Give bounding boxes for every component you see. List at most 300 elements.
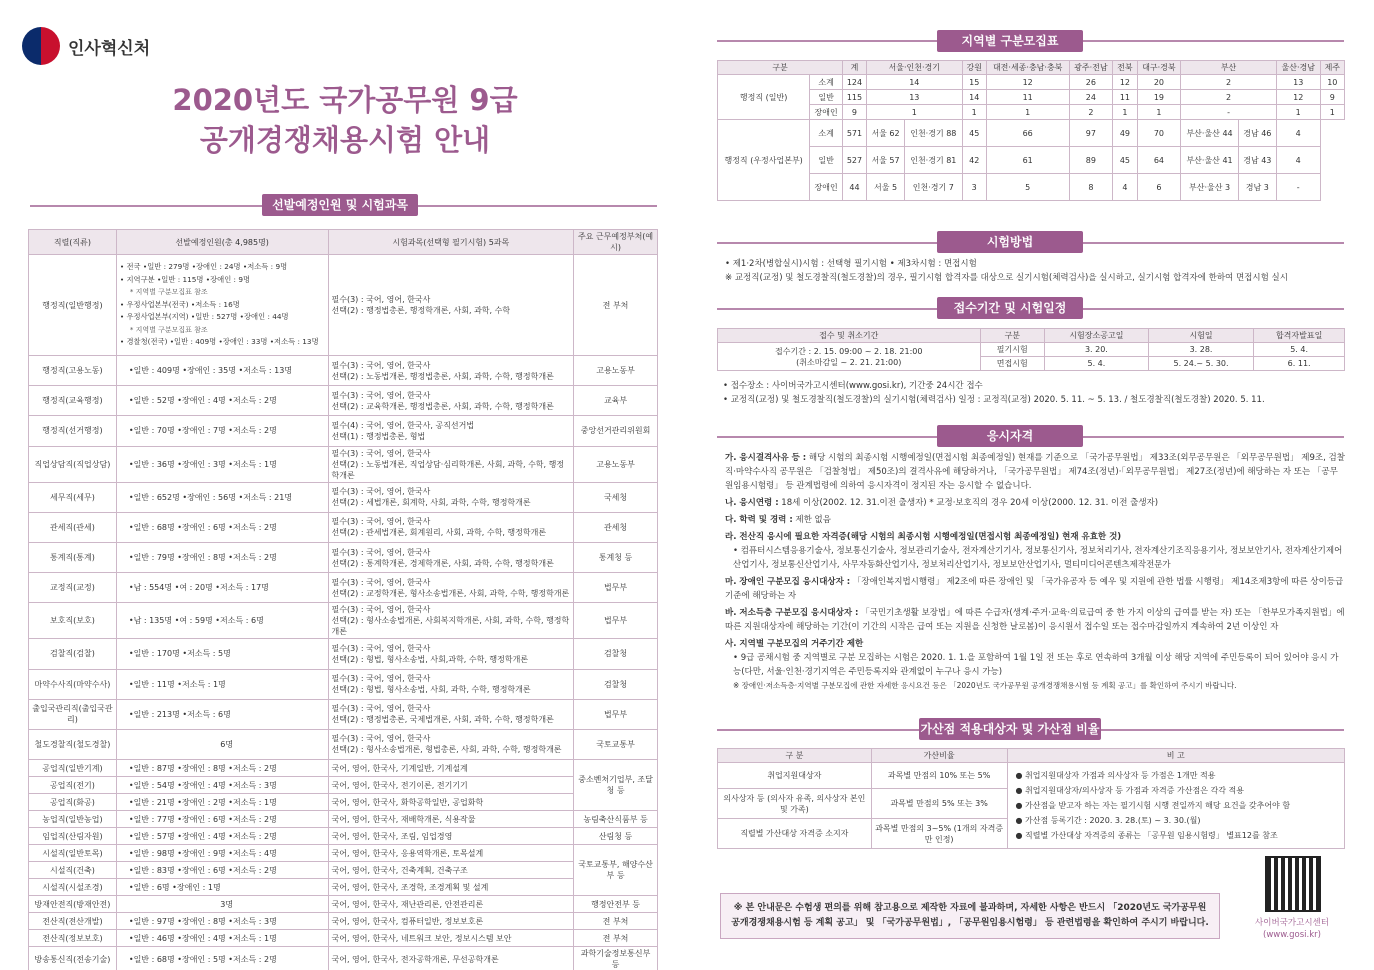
- subject-line: 필수(3) : 국어, 영어, 한국사: [331, 360, 431, 370]
- section-header-bonus: 가산점 적용대상자 및 가산점 비율: [919, 718, 1101, 740]
- table-row: [29, 729, 658, 759]
- cell: 12: [986, 75, 1069, 90]
- cell: 1: [1320, 105, 1344, 120]
- cell: 소계: [810, 75, 843, 90]
- table-row: [29, 947, 658, 970]
- row-subjects: 국어, 영어, 한국사, 조림, 임업경영: [328, 828, 574, 845]
- subject-line: 선택(2) : 형사소송법개론, 사회복지학개론, 사회, 과학, 수학, 행정학개론: [331, 616, 570, 637]
- subject-line: 필수(3) : 국어, 영어, 한국사: [331, 487, 431, 497]
- table-row: [718, 61, 1345, 75]
- col-header: 울산·경남: [1276, 61, 1320, 75]
- row-count: 3명: [116, 896, 328, 913]
- cell: 6. 11.: [1254, 357, 1345, 371]
- cell: 3. 20.: [1044, 343, 1148, 357]
- dept: 국세청: [574, 482, 658, 512]
- row-count: •일반 : 46명 •장애인 : 4명 •저소득 : 1명: [116, 930, 328, 947]
- table-row: [29, 794, 658, 811]
- cell: 부산·울산 3: [1181, 174, 1239, 201]
- col-header: 비 고: [1007, 749, 1344, 763]
- col-header: 주요 근무예정부처(예시): [574, 230, 658, 255]
- row-name: 공업직(일반기계): [29, 760, 117, 777]
- col-header: 부산: [1181, 61, 1277, 75]
- subject-line: 필수(3) : 국어, 영어, 한국사: [331, 643, 431, 653]
- row-subjects: 국어, 영어, 한국사, 네트워크 보안, 정보시스템 보안: [328, 930, 574, 947]
- admin-line: • 전국 •일반 : 279명 •장애인 : 24명 •저소득 : 9명: [119, 261, 288, 271]
- dept: 국토교통부, 해양수산부 등: [574, 845, 658, 896]
- admin-line: • 우정사업본부(전국) •저소득 : 16명: [119, 299, 240, 309]
- table-row: [29, 828, 658, 845]
- subject-line: 필수(3) : 국어, 영어, 한국사: [331, 704, 431, 714]
- subject-line: 선택(2) : 행정법총론, 행정학개론, 사회, 과학, 수학: [331, 306, 511, 315]
- cell: 15: [962, 75, 986, 90]
- qual-text: 「국민기초생활 보장법」에 따른 수급자(생계·주거·교육·의료급여 중 한 가지 이상의 급여를 받는 자) 또는 「한부모가족지원법」에 따른 지원대상자에 해당하는 기간(이 기간의 시작은 급여 또는 지원을 신청한 날로봄)이 응시원서 접수일 또는 접수마감일까지 계속하여 2년 이상인 자: [725, 608, 1345, 632]
- cell: 서울 5: [867, 174, 905, 201]
- table-row: [29, 416, 658, 446]
- cell: 9: [842, 105, 866, 120]
- row-name: 출입국관리직(출입국관리): [29, 699, 117, 729]
- table-row: [29, 896, 658, 913]
- col-header: 선발예정인원(총 4,985명): [116, 230, 328, 255]
- row-count: •일반 : 97명 •장애인 : 8명 •저소득 : 3명: [116, 913, 328, 930]
- subject-line: 선택(1) : 행정법총론, 형법: [331, 431, 426, 441]
- taegeuk-logo-icon: [22, 27, 60, 65]
- dept: 고용노동부: [574, 356, 658, 386]
- subject-line: 선택(2) : 형법, 형사소송법, 사회,과학, 수학, 행정학개론: [331, 654, 529, 664]
- dept: 검찰청: [574, 639, 658, 669]
- subject-line: 필수(3) : 국어, 영어, 한국사: [331, 295, 431, 304]
- cell: 경남 43: [1238, 147, 1276, 174]
- section-header-period: 접수기간 및 시험일정: [937, 297, 1083, 319]
- cell: 89: [1069, 147, 1113, 174]
- cell: 직렬별 가산대상 자격증 소지자: [718, 819, 872, 849]
- title-line2: 공개경쟁채용시험 안내: [199, 123, 491, 157]
- row-count: •일반 : 70명 •장애인 : 7명 •저소득 : 2명: [116, 416, 328, 446]
- table-row: [29, 512, 658, 542]
- row-name: 행정직(고용노동): [29, 356, 117, 386]
- col-header: 대전·세종·충남·충북: [986, 61, 1069, 75]
- section-header-qualification: 응시자격: [937, 425, 1083, 447]
- qr-caption-line: (www.gosi.kr): [1263, 930, 1321, 940]
- row-count: •일반 : 170명 •저소득 : 5명: [116, 639, 328, 669]
- subject-line: 선택(2) : 교정학개론, 형사소송법개론, 사회, 과학, 수학, 행정학개론: [331, 588, 570, 598]
- qual-note: ※ 장애인·저소득층·지역별 구분모집에 관한 자세한 응시요건 등은 「2020년도 국가공무원 공개경쟁채용시험 등 계획 공고」를 확인하여 주시기 바랍니다.: [733, 681, 1237, 690]
- qual-heading: 마. 장애인 구분모집 응시대상자 :: [725, 577, 851, 587]
- row-count: •일반 : 68명 •장애인 : 6명 •저소득 : 2명: [116, 512, 328, 542]
- table-row: [718, 105, 1345, 120]
- subject-line: 필수(4) : 국어, 영어, 한국사, 공직선거법: [331, 420, 475, 430]
- dept: 검찰청: [574, 669, 658, 699]
- col-header: 전북: [1113, 61, 1137, 75]
- table-row: [29, 845, 658, 862]
- subject-line: 필수(3) : 국어, 영어, 한국사: [331, 547, 431, 557]
- cell: 인천·경기 81: [905, 147, 963, 174]
- cell: 13: [1276, 75, 1320, 90]
- admin-counts: [116, 255, 328, 356]
- subject-line: 필수(3) : 국어, 영어, 한국사: [331, 390, 431, 400]
- row-count: •남 : 135명 •여 : 59명 •저소득 : 6명: [116, 603, 328, 639]
- row-subjects: 국어, 영어, 한국사, 전기이론, 전기기기: [328, 777, 574, 794]
- row-count: •일반 : 213명 •저소득 : 6명: [116, 699, 328, 729]
- cell: 12: [1113, 75, 1137, 90]
- dept: 교육부: [574, 386, 658, 416]
- dept: 관세청: [574, 512, 658, 542]
- qual-text: 「장애인복지법시행령」 제2조에 따른 장애인 및 「국가유공자 등 예우 및 지원에 관한 법률 시행령」 제14조제3항에 따른 상이등급기준에 해당하는 자: [725, 577, 1344, 601]
- right-page: [687, 0, 1374, 970]
- row-count: •일반 : 68명 •장애인 : 5명 •저소득 : 2명: [116, 947, 328, 970]
- col-header: 광주·전남: [1069, 61, 1113, 75]
- row-count: 6명: [116, 729, 328, 759]
- row-subjects: 국어, 영어, 한국사, 컴퓨터일반, 정보보호론: [328, 913, 574, 930]
- cell: 2: [1181, 90, 1277, 105]
- row-name: 마약수사직(마약수사): [29, 669, 117, 699]
- cell: 경남 46: [1238, 120, 1276, 147]
- row-group: 행정직 (우정사업본부): [718, 120, 810, 201]
- period-cell: [718, 343, 981, 371]
- qual-text: 18세 이상(2002. 12. 31.이전 출생자) * 교정·보호직의 경우 20세 이상(2000. 12. 31. 이전 출생자): [778, 498, 1159, 508]
- col-header: 계: [842, 61, 866, 75]
- row-subjects: [328, 542, 574, 572]
- qualification-text: [725, 451, 1345, 693]
- row-name: 통계직(통계): [29, 542, 117, 572]
- table-row: [718, 147, 1345, 174]
- row-subjects: [328, 482, 574, 512]
- row-subjects: 국어, 영어, 한국사, 재난관리론, 안전관리론: [328, 896, 574, 913]
- admin-subjects: [328, 255, 574, 356]
- cell: 과목별 만점의 10% 또는 5%: [871, 763, 1007, 789]
- table-row: [29, 811, 658, 828]
- cell: 부산·울산 44: [1181, 120, 1239, 147]
- row-count: •일반 : 83명 •장애인 : 6명 •저소득 : 2명: [116, 862, 328, 879]
- cell: 2: [1181, 75, 1277, 90]
- qual-text: • 컴퓨터시스템응용기술사, 정보통신기술사, 정보관리기술사, 전자계산기기사, 정보통신기사, 정보처리기사, 전자계산기조직응용기사, 정보보안기사, 전자계산기제어산업기사, 정보통신산업기사, 사무자동화산업기사, 정보처리산업기사, 정보보안산업기사, 멀티미디어콘텐츠제작전문가: [733, 546, 1343, 570]
- cell: -: [1276, 174, 1320, 201]
- cell: 571: [842, 120, 866, 147]
- row-name: 행정직(일반행정): [29, 255, 117, 356]
- cell: 경남 3: [1238, 174, 1276, 201]
- subject-line: 필수(3) : 국어, 영어, 한국사: [331, 577, 431, 587]
- row-count: •일반 : 652명 •장애인 : 56명 •저소득 : 21명: [116, 482, 328, 512]
- col-header: 구분: [980, 329, 1044, 343]
- subject-line: 필수(3) : 국어, 영어, 한국사: [331, 605, 431, 615]
- cell: 24: [1069, 90, 1113, 105]
- cell: 5. 4.: [1044, 357, 1148, 371]
- admin-line: • 경찰청(전국) •일반 : 409명 •장애인 : 33명 •저소득 : 13명: [119, 337, 319, 347]
- row-subjects: [328, 573, 574, 603]
- qr-caption-line: 사이버국가고시센터: [1255, 918, 1329, 928]
- cell: 인천·경기 7: [905, 174, 963, 201]
- col-header: 대구·경북: [1137, 61, 1181, 75]
- dept: 농림축산식품부 등: [574, 811, 658, 828]
- cell: 인천·경기 88: [905, 120, 963, 147]
- row-subjects: [328, 386, 574, 416]
- cell: 5. 4.: [1254, 343, 1345, 357]
- cell: 45: [962, 120, 986, 147]
- bonus-note: ● 취업지원대상자 가점과 의사상자 등 가점은 1개만 적용: [1015, 771, 1216, 780]
- row-subjects: [328, 699, 574, 729]
- region-table: [717, 60, 1345, 201]
- qual-text: 해당 시험의 최종시험 시행예정일(면접시험 최종예정일) 현재를 기준으로 「국가공무원법」 제33조(외무공무원은 「외무공무원법」 제9조, 검찰직·마약수사직 공무원은 「검찰청법」 제50조)의 결격사유에 해당하거나, 「국가공무원법」 제74조(정년)·「외무공무원법」 제27조(정년)에 해당하는 자 또는 「공무원임용시험령」 등 관계법령에 의하여 응시자격이 정지된 자는 응시할 수 없습니다.: [725, 453, 1345, 491]
- subject-line: 선택(2) : 노동법개론, 직업상담·심리학개론, 사회, 과학, 수학, 행정학개론: [331, 459, 565, 480]
- bonus-note: ● 가산점 등록기간 : 2020. 3. 28.(토) ~ 3. 30.(월): [1015, 816, 1201, 825]
- qual-heading: 라. 전산직 응시에 필요한 자격증(해당 시험의 최종시험 시행예정일(면접시험 최종예정일) 현재 유효한 것): [725, 532, 1122, 542]
- row-name: 세무직(세무): [29, 482, 117, 512]
- admin-line: • 지역구분 •일반 : 115명 •장애인 : 9명: [119, 274, 251, 284]
- row-name: 임업직(산림자원): [29, 828, 117, 845]
- bonus-notes: [1007, 763, 1344, 849]
- admin-line: • 우정사업본부(지역) •일반 : 527명 •장애인 : 44명: [119, 312, 289, 322]
- table-row: [718, 90, 1345, 105]
- table-row: [29, 542, 658, 572]
- subject-line: 필수(3) : 국어, 영어, 한국사: [331, 517, 431, 527]
- row-name: 방송통신직(전송기술): [29, 947, 117, 970]
- method-line: ※ 교정직(교정) 및 철도경찰직(철도경찰)의 경우, 필기시험 합격자를 대상으로 실기시험(체력검사)을 실시하고, 실기시험 합격자에 한하여 면접시험 실시: [725, 273, 1288, 283]
- row-name: 관세직(관세): [29, 512, 117, 542]
- subject-line: 필수(3) : 국어, 영어, 한국사: [331, 734, 431, 744]
- section-header-method: 시험방법: [937, 231, 1083, 253]
- table-row: [29, 699, 658, 729]
- row-count: •일반 : 54명 •장애인 : 4명 •저소득 : 3명: [116, 777, 328, 794]
- row-subjects: [328, 729, 574, 759]
- row-name: 전산직(전산개발): [29, 913, 117, 930]
- method-text: [725, 257, 1345, 285]
- row-subjects: 국어, 영어, 한국사, 건축계획, 건축구조: [328, 862, 574, 879]
- row-name: 농업직(일반농업): [29, 811, 117, 828]
- table-row: [29, 669, 658, 699]
- col-header: 접수 및 취소기간: [718, 329, 981, 343]
- cell: 의사상자 등 (의사자 유족, 의사상자 본인 및 가족): [718, 789, 872, 819]
- row-count: •일반 : 79명 •장애인 : 8명 •저소득 : 2명: [116, 542, 328, 572]
- row-subjects: [328, 356, 574, 386]
- row-subjects: [328, 446, 574, 482]
- qual-heading: 사. 지역별 구분모집의 거주기간 제한: [725, 639, 864, 649]
- row-subjects: 국어, 영어, 한국사, 응용역학개론, 토목설계: [328, 845, 574, 862]
- row-count: •일반 : 6명 •장애인 : 1명: [116, 879, 328, 896]
- cell: 과목별 만점의 3~5% (1개의 자격증만 인정): [871, 819, 1007, 849]
- dept: 전 부처: [574, 913, 658, 930]
- subject-line: 선택(2) : 관세법개론, 회계원리, 사회, 과학, 수학, 행정학개론: [331, 528, 547, 538]
- qr-code-icon[interactable]: [1267, 858, 1319, 910]
- cell: 5: [986, 174, 1069, 201]
- row-subjects: [328, 639, 574, 669]
- cell: 소계: [810, 120, 843, 147]
- cell: 42: [962, 147, 986, 174]
- cell: 11: [986, 90, 1069, 105]
- row-count: •일반 : 52명 •장애인 : 4명 •저소득 : 2명: [116, 386, 328, 416]
- row-subjects: [328, 416, 574, 446]
- table-row: [29, 777, 658, 794]
- subject-line: 선택(2) : 통계학개론, 경제학개론, 사회, 과학, 수학, 행정학개론: [331, 558, 554, 568]
- dept: 중소벤처기업부, 조달청 등: [574, 760, 658, 811]
- row-name: 방재안전직(방재안전): [29, 896, 117, 913]
- period-note: • 교정직(교정) 및 철도경찰직(철도경찰)의 실기시험(체력검사) 일정 : 교정직(교정) 2020. 5. 11. ~ 5. 13. / 철도경찰직(철도경찰) 2020. 5. 11.: [723, 395, 1265, 405]
- cell: 97: [1069, 120, 1113, 147]
- row-name: 직업상담직(직업상담): [29, 446, 117, 482]
- row-count: •남 : 554명 •여 : 20명 •저소득 : 17명: [116, 573, 328, 603]
- subject-line: 선택(2) : 세법개론, 회계학, 사회, 과학, 수학, 행정학개론: [331, 498, 531, 508]
- cell: 일반: [810, 147, 843, 174]
- footer-line: 공개경쟁채용시험 등 계획 공고」 및 「국가공무원법」, 「공무원임용시험령」 등 관련법령을 확인하여 주시기 바랍니다.: [731, 918, 1209, 928]
- period-note: • 접수장소 : 사이버국가고시센터(www.gosi.kr), 기간중 24시간 접수: [723, 381, 983, 391]
- col-header: 제주: [1320, 61, 1344, 75]
- method-line: • 제1·2차(병합실시)시험 : 선택형 필기시험 • 제3차시험 : 면접시험: [725, 259, 977, 269]
- row-subjects: 국어, 영어, 한국사, 재배학개론, 식용작물: [328, 811, 574, 828]
- row-subjects: 국어, 영어, 한국사, 기계일반, 기계설계: [328, 760, 574, 777]
- cell: 1: [1276, 105, 1320, 120]
- row-name: 전산직(정보보호): [29, 930, 117, 947]
- cell: 1: [1137, 105, 1181, 120]
- row-subjects: 국어, 영어, 한국사, 전자공학개론, 무선공학개론: [328, 947, 574, 970]
- row-name: 시설직(일반토목): [29, 845, 117, 862]
- logo: [22, 27, 150, 65]
- dept: 과학기술정보통신부 등: [574, 947, 658, 970]
- col-header: 구분: [718, 61, 843, 75]
- col-header: 직렬(직류): [29, 230, 117, 255]
- page-title: [100, 80, 590, 160]
- qual-text: • 9급 공채시험 중 지역별로 구분 모집하는 시험은 2020. 1. 1.을 포함하여 1월 1일 전 또는 후로 연속하여 3개월 이상 해당 지역에 주민등록이 되어 있어야 응시 가능(다만, 서울·인천·경기지역은 주민등록지와 관계없이 누구나 응시 가능): [733, 653, 1339, 677]
- cell: 66: [986, 120, 1069, 147]
- cell: 19: [1137, 90, 1181, 105]
- row-name: 시설직(시설조경): [29, 879, 117, 896]
- cell: 1: [867, 105, 963, 120]
- cell: 3. 28.: [1148, 343, 1253, 357]
- cell: 70: [1137, 120, 1181, 147]
- cell: 부산·울산 41: [1181, 147, 1239, 174]
- dept: 통계청 등: [574, 542, 658, 572]
- table-row: [29, 862, 658, 879]
- cell: 장애인: [810, 105, 843, 120]
- subject-line: 선택(2) : 노동법개론, 행정법총론, 사회, 과학, 수학, 행정학개론: [331, 371, 554, 381]
- subject-line: 선택(2) : 형법, 형사소송법, 사회, 과학, 수학, 행정학개론: [331, 685, 531, 695]
- row-name: 공업직(전기): [29, 777, 117, 794]
- cell: 124: [842, 75, 866, 90]
- row-name: 검찰직(검찰): [29, 639, 117, 669]
- subject-line: 선택(2) : 형사소송법개론, 형법총론, 사회, 과학, 수학, 행정학개론: [331, 745, 562, 755]
- dept: 전 부처: [574, 255, 658, 356]
- col-header: 서울·인천·경기: [867, 61, 963, 75]
- row-count: •일반 : 409명 •장애인 : 35명 •저소득 : 13명: [116, 356, 328, 386]
- cell: 115: [842, 90, 866, 105]
- cell: 면접시험: [980, 357, 1044, 371]
- row-name: 행정직(선거행정): [29, 416, 117, 446]
- cell: 2: [1069, 105, 1113, 120]
- cell: 527: [842, 147, 866, 174]
- admin-line: * 지역별 구분모집표 참조: [129, 288, 208, 297]
- col-header: 강원: [962, 61, 986, 75]
- subject-line: 필수(3) : 국어, 영어, 한국사: [331, 448, 431, 458]
- cell: 20: [1137, 75, 1181, 90]
- bonus-note: ● 취업지원대상자/의사상자 등 가점과 자격증 가산점은 각각 적용: [1015, 786, 1244, 795]
- table-row: [29, 446, 658, 482]
- cell: 필기시험: [980, 343, 1044, 357]
- cell: 1: [986, 105, 1069, 120]
- bonus-note: ● 가산점을 받고자 하는 자는 필기시험 시행 전일까지 해당 요건을 갖추어야 함: [1015, 801, 1291, 810]
- cell: 서울 57: [867, 147, 905, 174]
- cell: 8: [1069, 174, 1113, 201]
- cell: 3: [962, 174, 986, 201]
- cell: 9: [1320, 90, 1344, 105]
- cell: 49: [1113, 120, 1137, 147]
- section-header-selection: 선발예정인원 및 시험과목: [262, 194, 418, 216]
- cell: 14: [962, 90, 986, 105]
- row-subjects: 국어, 영어, 한국사, 조경학, 조경계획 및 설계: [328, 879, 574, 896]
- table-row: [29, 930, 658, 947]
- cell: 12: [1276, 90, 1320, 105]
- dept: 중앙선거관리위원회: [574, 416, 658, 446]
- qual-heading: 바. 저소득층 구분모집 응시대상자 :: [725, 608, 859, 618]
- row-count: •일반 : 57명 •장애인 : 4명 •저소득 : 2명: [116, 828, 328, 845]
- row-name: 철도경찰직(철도경찰): [29, 729, 117, 759]
- subject-line: 선택(2) : 교육학개론, 행정법총론, 사회, 과학, 수학, 행정학개론: [331, 401, 554, 411]
- table-row: [29, 879, 658, 896]
- dept: 국토교통부: [574, 729, 658, 759]
- row-name: 교정직(교정): [29, 573, 117, 603]
- cell: 26: [1069, 75, 1113, 90]
- cell: 11: [1113, 90, 1137, 105]
- dept: 행정안전부 등: [574, 896, 658, 913]
- cell: 4: [1113, 174, 1137, 201]
- cell: 서울 62: [867, 120, 905, 147]
- subject-line: 선택(2) : 행정법총론, 국제법개론, 사회, 과학, 수학, 행정학개론: [331, 715, 554, 725]
- subject-line: 필수(3) : 국어, 영어, 한국사: [331, 674, 431, 684]
- cell: -: [1181, 105, 1277, 120]
- table-row: [29, 913, 658, 930]
- dept: 전 부처: [574, 930, 658, 947]
- cell: 14: [867, 75, 963, 90]
- row-name: 보호직(보호): [29, 603, 117, 639]
- dept: 법무부: [574, 573, 658, 603]
- dept: 산림청 등: [574, 828, 658, 845]
- col-header: 가산비율: [871, 749, 1007, 763]
- cell: 장애인: [810, 174, 843, 201]
- table-row: [29, 356, 658, 386]
- qual-text: 제한 없음: [792, 515, 831, 525]
- qual-heading: 다. 학력 및 경력 :: [725, 515, 793, 525]
- row-count: •일반 : 11명 •저소득 : 1명: [116, 669, 328, 699]
- table-row: [29, 760, 658, 777]
- period-table: [717, 328, 1345, 407]
- cell: 6: [1137, 174, 1181, 201]
- cell: 1: [1113, 105, 1137, 120]
- table-row: [29, 386, 658, 416]
- row-subjects: [328, 512, 574, 542]
- period-cancel: (취소마감일 ~ 2. 21. 21:00): [796, 357, 902, 367]
- row-count: •일반 : 21명 •장애인 : 2명 •저소득 : 1명: [116, 794, 328, 811]
- row-name: 공업직(화공): [29, 794, 117, 811]
- cell: 45: [1113, 147, 1137, 174]
- row-group: 행정직 (일반): [718, 75, 810, 120]
- cell: 취업지원대상자: [718, 763, 872, 789]
- footer-line: ※ 본 안내문은 수험생 편의를 위해 참고용으로 제작한 자료에 불과하며, 자세한 사항은 반드시 「2020년도 국가공무원: [733, 903, 1207, 913]
- row-count: •일반 : 98명 •장애인 : 9명 •저소득 : 4명: [116, 845, 328, 862]
- cell: 64: [1137, 147, 1181, 174]
- qual-heading: 가. 응시결격사유 등 :: [725, 453, 807, 463]
- bonus-note: ● 직렬별 가산대상 자격증의 종류는 「공무원 임용시험령」 별표12를 참조: [1015, 831, 1278, 840]
- table-row: [29, 639, 658, 669]
- cell: 1: [962, 105, 986, 120]
- org-name: 인사혁신처: [68, 38, 151, 59]
- cell: 일반: [810, 90, 843, 105]
- cell: 44: [842, 174, 866, 201]
- cell: 4: [1276, 147, 1320, 174]
- table-row: [29, 482, 658, 512]
- cell: 5. 24.~ 5. 30.: [1148, 357, 1253, 371]
- period-main: 접수기간 : 2. 15. 09:00 ~ 2. 18. 21:00: [775, 346, 923, 356]
- dept: 법무부: [574, 603, 658, 639]
- row-subjects: 국어, 영어, 한국사, 화학공학일반, 공업화학: [328, 794, 574, 811]
- table-row: [718, 75, 1345, 90]
- bonus-table: [717, 748, 1345, 849]
- title-line1: 2020년도 국가공무원 9급: [172, 83, 518, 117]
